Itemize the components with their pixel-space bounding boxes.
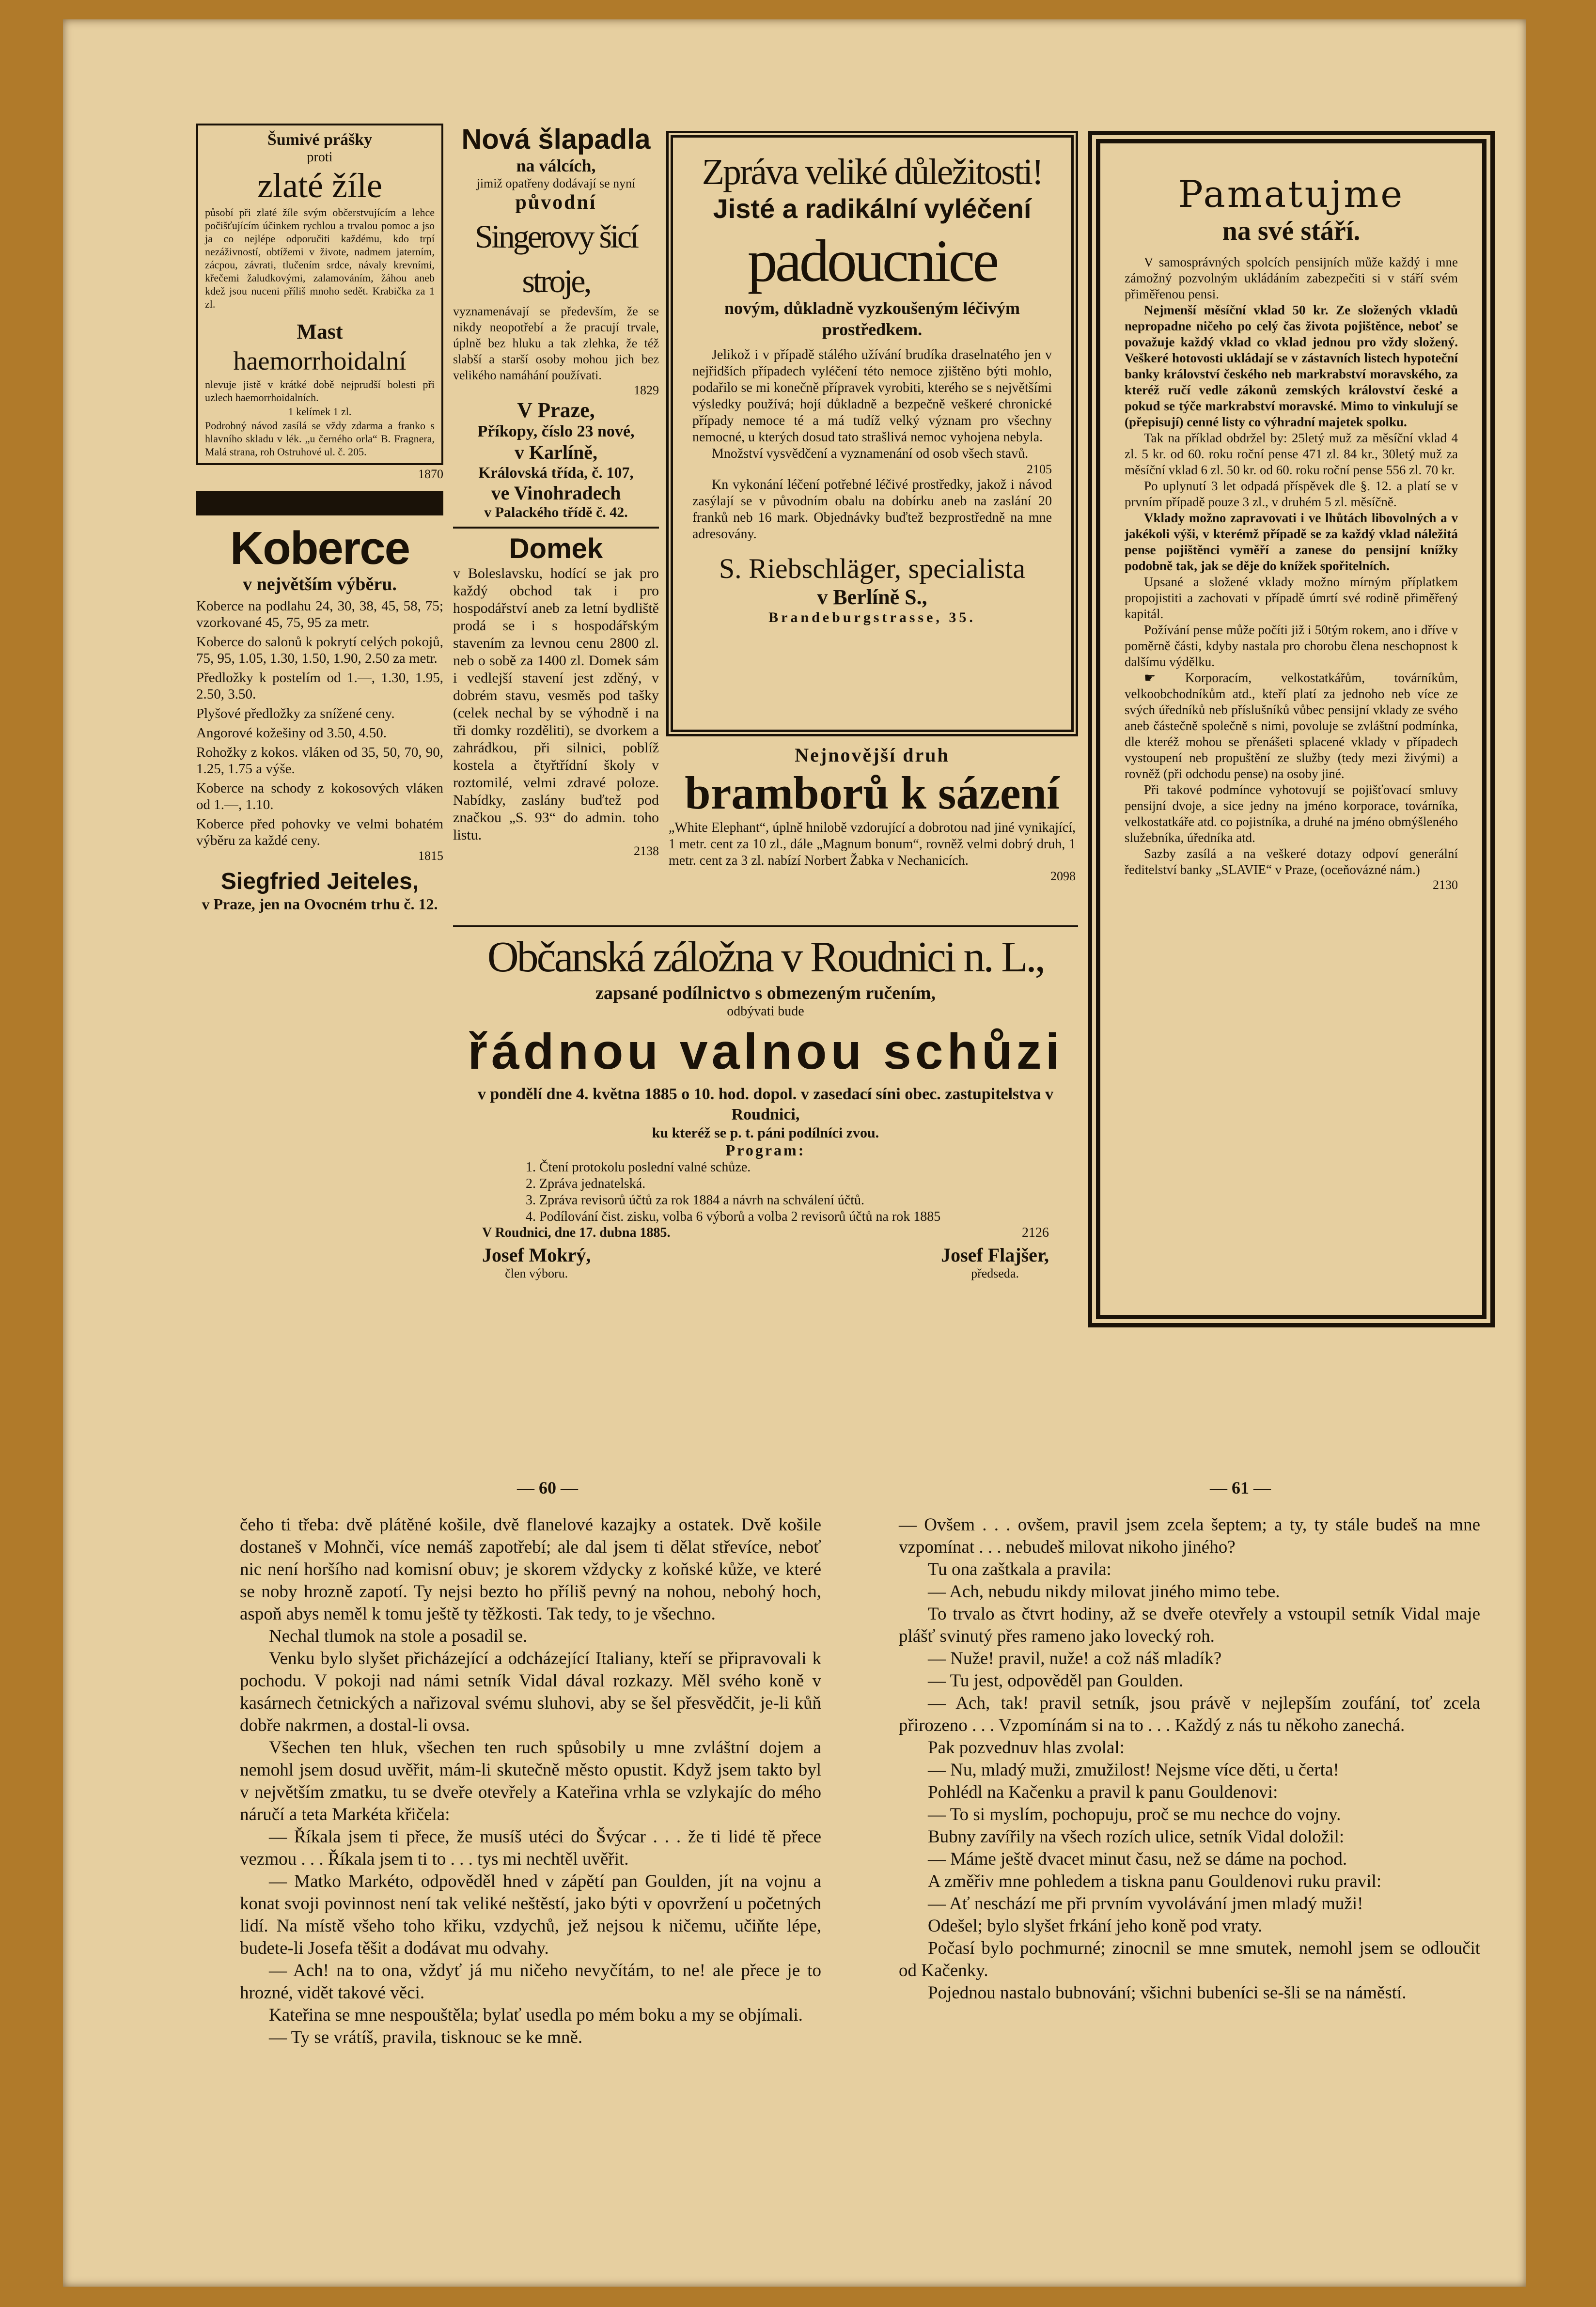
- ad-heading: Singerovy šicí stroje,: [475, 218, 637, 299]
- ad-subtitle: Nejnovější druh: [795, 744, 950, 766]
- paragraph: čeho ti třeba: dvě plátěné košile, dvě flanelové kazajky a ostatek. Dvě košile dostaneš v Mohnči, více nemáš zapotřebí; ale dal jsem ti dělat střevíce, neboť nic není horšího nad komisní obuv; je skorem vždycky z koňské kůže, ve které se noby hrozně zapotí. Ty nejsi bezto ho příliš pevný na nohou, nebohý hoch, aspoň abys neměl k tomu ještě ty těžkosti. Tak tedy, to je všechno.: [240, 1515, 821, 1624]
- ad-title: Šumivé prášky: [267, 131, 373, 149]
- ad-number: 2138: [634, 844, 659, 858]
- paragraph: — Ach! na to ona, vždyť já mu ničeho nevyčítám, to ne! ale přece je to hrozné, vidět takové věci.: [240, 1961, 821, 2003]
- paragraph: Počasí bylo pochmurné; zinocnil se mne smutek, nemohl jsem se odloučit od Kačenky.: [899, 1938, 1480, 1980]
- paragraph: — Nu, mladý muži, zmužilost! Nejsme více děti, u čerta!: [928, 1760, 1339, 1780]
- ad-number: 2105: [1027, 462, 1052, 476]
- ad-subtitle: na své stáří.: [1222, 216, 1361, 246]
- pension-ad: [1088, 131, 1495, 1327]
- column-1: [196, 124, 443, 913]
- page-number-right: — 61 —: [1210, 1478, 1271, 1497]
- ad-heading: Nová šlapadla: [461, 124, 651, 155]
- notice-heading: Občanská záložna v Roudnici n. L.,: [487, 933, 1044, 981]
- ad-text: v Boleslavsku, hodící se jak pro každý obchod tak i pro hospodářství aneb za letní bydliště prodá se i s hospodářským stavením za levnou cenu 2800 zl. neb o sobě za 1400 zl. Domek sám i vedlejší stavení jest zděný, v dobrém stavu, vesměs pod tašky (celek nechal by se výhodně i na tři domky rozděliti), se dvorkem a zahrádkou, při silnici, poblíž kostela a čtyřtřídní školy v roztomilé, velmi zdravé poloze. Nabídky, zaslány buďtež pod značkou „S. 93“ do admin. toho listu.: [453, 565, 659, 843]
- epilepsy-ad: [666, 131, 1078, 736]
- firm-name: Siegfried Jeiteles,: [220, 869, 419, 894]
- paragraph: — Ach, nebudu nikdy milovat jiného mimo tebe.: [928, 1582, 1280, 1602]
- paragraph: Bubny zavířily na všech rozích ulice, setník Vidal doložil:: [928, 1827, 1345, 1847]
- notice-text: v pondělí dne 4. května 1885 o 10. hod. dopol. v zasedací síni obec. zastupitelstva v Roudnici,: [477, 1085, 1054, 1123]
- paragraph: — Matko Markéto, odpověděl hned v zápětí pan Goulden, jít na vojnu a konat svoji povinnost není tak veliké neštěstí, jako býti v opovržení u početných lidí. Na místě všeho toho křiku, vzdychů, jež nejsou k ničemu, učiňte lépe, budete-li Josefa těšit a dodávat mu odvahy.: [240, 1871, 821, 1958]
- firm-street: Brandeburgstrasse, 35.: [768, 609, 976, 625]
- address-street: Královská třída, č. 107,: [478, 464, 634, 481]
- ad-heading: zlaté žíle: [257, 166, 382, 205]
- paragraph: — To si myslím, pochopuju, proč se mu nechce do vojny.: [928, 1805, 1341, 1824]
- ad-text: Podrobný návod zasílá se vždy zdarma a franko s hlavního skladu v lék. „u černého orla“ B. Fragnera, Malá strana, roh Ostruhové ul. č. 205.: [205, 420, 435, 458]
- paragraph: Kateřina se mne nespouštěla; bylať usedla po mém boku a my se objímali.: [269, 2005, 803, 2025]
- paragraph: Odešel; bylo slyšet frkání jeho koně pod vraty.: [928, 1916, 1263, 1936]
- story-right: [899, 1514, 1480, 2004]
- carpet-item: Koberce do salonů k pokrytí celých pokojů, 75, 95, 1.05, 1.30, 1.50, 1.90, 2.50 za metr.: [196, 634, 443, 666]
- paragraph: Pohlédl na Kačenku a pravil k panu Gouldenovi:: [928, 1782, 1278, 1802]
- paragraph: — Říkala jsem ti přece, že musíš utéci do Švýcar . . . že ti lidé tě přece vezmou . . . Říkala jsem ti to . . . tys mi nechtěl uvěřit.: [240, 1827, 821, 1869]
- ad-text: Po uplynutí 3 let odpadá příspěvek dle §. 12. a platí se v prvním případě pouze 3 zl., v druhém 5 zl. měsíčně.: [1125, 479, 1458, 509]
- ad-subtitle: původní: [515, 191, 597, 214]
- ad-text: jimiž opatřeny dodávají se nyní: [476, 176, 636, 190]
- ad-price: 1 kelímek 1 zl.: [288, 405, 352, 418]
- carpet-item: Plyšové předložky za snížené ceny.: [196, 706, 395, 721]
- program-item: 1. Čtení protokolu poslední valné schůze.: [526, 1160, 751, 1175]
- carpet-item: Koberce na schody z kokosových vláken od 1.—, 1.10.: [196, 780, 443, 812]
- paragraph: — Máme ještě dvacet minut času, než se dáme na pochod.: [928, 1849, 1347, 1869]
- ad-number: 2130: [1433, 878, 1458, 892]
- program-item: 4. Podílování čist. zisku, volba 6 výborů a volba 2 revisorů účtů na rok 1885: [526, 1209, 941, 1224]
- notice-subtitle: zapsané podílnictvo s obmezeným ručením,: [595, 983, 936, 1003]
- notice-subtitle: odbývati bude: [727, 1004, 804, 1019]
- carpet-subheading: v největším výběru.: [243, 574, 397, 594]
- ad-number: 1870: [418, 467, 443, 481]
- ad-text: Vklady možno zapravovati i ve lhůtách libovolných a v jakékoli výši, v kterémž případě se za každý vklad náležitá pense pojištěnci vyměří a zanese do pensijní knížky podobně tak, jak se děje do knížek spořitelních.: [1125, 511, 1458, 573]
- story-left: [240, 1514, 821, 2049]
- powder-ad: [196, 124, 443, 465]
- column-2: [453, 124, 659, 858]
- signature-name: Josef Mokrý,: [482, 1244, 591, 1266]
- paragraph: To trvalo as čtvrt hodiny, až se dveře otevřely a vstoupil setník Vidal maje plášť svinutý přes rameno jako lovecký roh.: [899, 1604, 1480, 1646]
- program-list: [453, 1159, 1078, 1225]
- paragraph: — Nuže! pravil, nuže! a což náš mladík?: [928, 1649, 1222, 1668]
- ad-text: vyznamenávají se především, že se nikdy neopotřebí a že pracují trvale, úplně bez hluku a tak zlehka, že též slabší a starší osoby mohou jich bez velikého namáhání používati.: [453, 304, 659, 382]
- ad-text: V samosprávných spolcích pensijních může každý i mne zámožný pozvolným ukládáním zabezpečiti si v stáří svém přiměřenou pensi.: [1125, 255, 1458, 301]
- address-street: v Palackého třídě č. 42.: [453, 504, 659, 529]
- paragraph: Tu ona zaštkala a pravila:: [928, 1559, 1111, 1579]
- paragraph: Venku bylo slyšet přicházející a odcházející Italiany, kteří se připravovali k pochodu. V pokoji nad námi setník Vidal dával rozkazy. Měl svého koně v kasárnech četnických a nařizoval svému sluhovi, aby se šel přesvědčit, je-li kůň dobře nakrmen, a dostal-li ovsa.: [240, 1649, 821, 1735]
- notice-heading: řádnou valnou schůzi: [468, 1024, 1064, 1080]
- ad-number: 2098: [1050, 869, 1076, 883]
- ad-subtitle: novým, důkladně vyzkoušeným léčivým prostředkem.: [724, 298, 1020, 339]
- paragraph: Všechen ten hluk, všechen ten ruch spůsobily u mne zvláštní dojem a nemohl jsem dosud uvěřit, mám-li skutečně město opustit. Když jsem takto byl v největším zmatku, tu se dveře otevřely a Kateřina vrhla se vzlykajíc do mého náručí a teta Markéta křičela:: [240, 1738, 821, 1824]
- program-heading: Program:: [725, 1141, 806, 1159]
- carpet-item: Angorové kožešiny od 3.50, 4.50.: [196, 725, 387, 741]
- newspaper-page: [63, 19, 1526, 2287]
- ad-text: Kn vykonání léčení potřebné léčivé prostředky, jakož i návod zasýlají se v původním obalu na dobírku aneb na zaslání 20 franků neb 16 mark. Objednávky buďtež bezprostředně na mne adresovány.: [692, 477, 1052, 542]
- ad-number: 2126: [1022, 1225, 1049, 1240]
- paragraph: — Ať neschází me při prvním vyvolávání jmen mladý muži!: [928, 1894, 1363, 1914]
- address-street: Příkopy, číslo 23 nové,: [477, 422, 635, 440]
- paragraph: A změřiv mne pohledem a tiskna panu Gouldenovi ruku pravil:: [928, 1871, 1382, 1891]
- ad-text: Sazby zasílá a na veškeré dotazy odpoví generální ředitelství banky „SLAVIE“ v Praze, (oceňovázné nám.): [1125, 846, 1458, 877]
- notice-text: ku kteréž se p. t. páni podílníci zvou.: [652, 1125, 879, 1141]
- paragraph: — Ovšem . . . ovšem, pravil jsem zcela šeptem; a ty, ty stále budeš na mne vzpomínat . . . nebudeš milovat nikoho jiného?: [899, 1515, 1480, 1557]
- signature-block: [482, 1244, 591, 1281]
- firm-city: v Berlíně S.,: [817, 585, 927, 609]
- signature-role: člen výboru.: [505, 1266, 568, 1280]
- ad-text: nlevuje jistě v krátké době nejprudší bolesti při uzlech haemorrhoidalních.: [205, 378, 435, 404]
- ad-subtitle: na válcích,: [516, 156, 596, 175]
- carpet-item: Koberce před pohovky ve velmi bohatém výběru za každé ceny.: [196, 816, 443, 848]
- ad-text: [1125, 670, 1458, 782]
- ad-text: Jelikož i v případě stálého užívání brudíka draselnatého jen v nejřidších případech vyléčení této nemoce zjištěno býti mohlo, podařilo se mi konečně přípravek vyrobiti, kterého se s největšími výsledky používá; hojí důkladně a bezpečně veškeré chronické případy nemoce té a má tudíž velký význam pro všechny nemocné, u kterých dosud tato strašlivá nemoc vyhojena nebyla.: [692, 347, 1052, 445]
- ad-text-inner: Korporacím, velkostatkářům, továrníkům, velkoobchodníkům atd., kteří platí za jednoho neb více ze svých úředníků neb příslušníků vůbec pensijní vklady ze svého aneb částečně společně s nimi, povoluje se zvláštní podmínka, dle kteréž mohou se přenášeti splacené vklady v případech vystoupení neb propuštění ze služby (tedy mezi živými) a rovněž (při odchodu pense) na osoby jiné.: [1125, 670, 1458, 781]
- carpet-item: Předložky k postelím od 1.—, 1.30, 1.95, 2.50, 3.50.: [196, 670, 443, 702]
- ad-text: Při takové podmínce vyhotovují se pojišťovací smluvy pensijní dvoje, a sice jedny na jméno korporace, továrníka, velkostatkáře atd. co pojistníka, a druhé na jméno obmýšleného služebníka, úředníka atd.: [1125, 782, 1458, 845]
- ad-heading: bramborů k sázení: [685, 767, 1060, 819]
- ad-text: Požívání pense může počíti již i 50tým rokem, ano i dříve v poměrně části, kdyby nastala pro chorobu člena neschopnost k dalšímu výdělku.: [1125, 623, 1458, 669]
- potato-ad: [669, 744, 1076, 884]
- carpet-item: Rohožky z kokos. vláken od 35, 50, 70, 90, 1.25, 1.75 a výše.: [196, 745, 443, 777]
- ad-subtitle: Jisté a radikální vyléčení: [713, 193, 1032, 224]
- pointing-hand-icon: ☛: [1144, 670, 1185, 685]
- address-city: ve Vinohradech: [491, 482, 621, 504]
- ad-heading: Zpráva veliké důležitosti!: [702, 152, 1043, 192]
- signature-block: [941, 1244, 1049, 1281]
- ad-text: Tak na příklad obdržel by: 25letý muž za měsíční vklad 4 zl. 5 kr. od 60. roku roční pense 471 zl. 84 kr., 30letý muž za měsíční vklad 6 zl. 50 kr. od 60. roku roční pense 556 zl. 70 kr.: [1125, 431, 1458, 477]
- ad-text: Upsané a složené vklady možno mírným příplatkem propojistiti a zachovati v případě úmrtí své rodině přiměřený kapitál.: [1125, 575, 1458, 621]
- program-item: 2. Zpráva jednatelská.: [526, 1176, 646, 1191]
- paragraph: Pojednou nastalo bubnování; všichni bubeníci se-šli se na náměstí.: [928, 1983, 1407, 2003]
- ad-heading: Domek: [509, 533, 603, 564]
- paragraph: Pak pozvednuv hlas zvolal:: [928, 1738, 1125, 1758]
- carpet-item: Koberce na podlahu 24, 30, 38, 45, 58, 75; vzorkované 45, 75, 95 za metr.: [196, 598, 443, 630]
- ad-text: působí při zlaté žíle svým občerstvujícím a lehce počišťujícím účinkem rychlou a trvalou pomoc a jso ja co nejlépe odporučiti každému, kdo trpí nezáživností, obtížemi v živote, nadmem jaterním, zácpou, závrati, tlučením srdce, návaly krevními, křečemi žaludkovými, zalamováním, žáhou aneb kdež jsou nuceni příliš mnoho sedět. Krabička za 1 zl.: [205, 206, 435, 310]
- firm-name: S. Riebschläger, specialista: [719, 553, 1026, 584]
- ad-heading: padoucnice: [747, 228, 997, 294]
- paragraph: — Ach, tak! pravil setník, jsou právě v nejlepším zoufání, toť zcela přirozeno . . . Vzpomínám si na to . . . Každý z nás tu někoho zanechá.: [899, 1693, 1480, 1735]
- paragraph: — Tu jest, odpověděl pan Goulden.: [928, 1671, 1184, 1691]
- ad-number: 1815: [418, 849, 443, 863]
- signature-name: Josef Flajšer,: [941, 1244, 1049, 1266]
- notice-date: V Roudnici, dne 17. dubna 1885.: [482, 1225, 671, 1240]
- carpet-heading: Koberce: [230, 522, 410, 574]
- bank-meeting-notice: [453, 925, 1078, 1281]
- ad-subtitle: proti: [307, 150, 333, 165]
- paragraph: Nechal tlumok na stole a posadil se.: [269, 1626, 528, 1646]
- program-item: 3. Zpráva revisorů účtů za rok 1884 a návrh na schválení účtů.: [526, 1193, 864, 1208]
- divider-bar: [196, 491, 443, 515]
- ad-heading: Mast: [297, 320, 343, 343]
- ad-heading: Pamatujme: [1178, 172, 1405, 216]
- ad-number: 1829: [634, 383, 659, 397]
- firm-address: v Praze, jen na Ovocném trhu č. 12.: [202, 895, 438, 913]
- paragraph: — Ty se vrátíš, pravila, tisknouc se ke mně.: [269, 2027, 583, 2047]
- page-number-left: — 60 —: [517, 1478, 578, 1497]
- ad-text: „White Elephant“, úplně hnilobě vzdorující a dobrotou nad jiné vynikající, 1 metr. cent za 10 zl., dále „Magnum bonum“, rovněž velmi dobrý druh, 1 metr. cent za 3 zl. nabízí Norbert Žabka v Nechanicích.: [669, 820, 1076, 868]
- ad-heading: haemorrhoidalní: [233, 346, 407, 375]
- ad-text: Množství vysvědčení a vyznamenání od osob všech stavů.: [712, 446, 1029, 461]
- address-city: v Karlíně,: [514, 441, 598, 463]
- signature-role: předseda.: [971, 1266, 1019, 1280]
- address-city: V Praze,: [517, 398, 595, 422]
- ad-text: Nejmenší měsíční vklad 50 kr. Ze složených vkladů nepropadne ničeho po celý čas života pojištěnce, neboť se považuje každý vklad co vklad jednou pro vždy složený. Veškeré hotovosti ukládají se v zástavních listech hypoteční banky království českého neb markrabství moravského, za kteréž ručí vedle zákonů zemských království české a pokud se týče markrabství moravské. Mimo to vinkulují se (přepisují) cenné listy co výhradní majetek spolku.: [1125, 303, 1458, 429]
